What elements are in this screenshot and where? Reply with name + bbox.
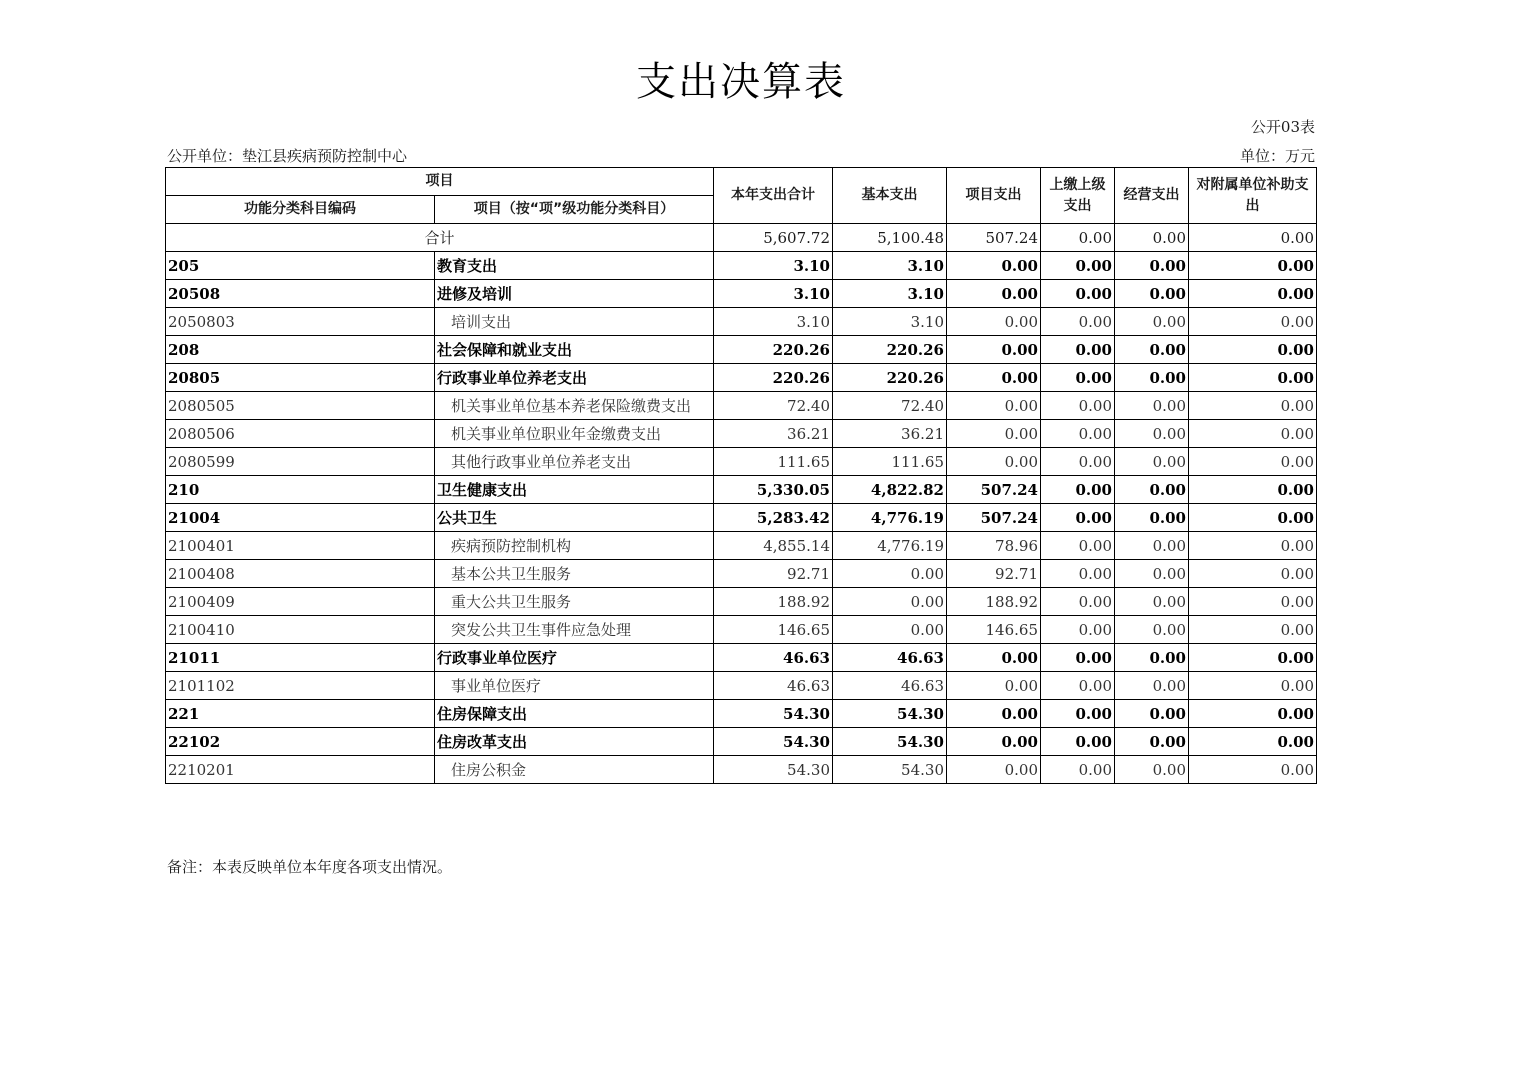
row-value: 54.30 bbox=[833, 700, 947, 728]
header-project: 项目支出 bbox=[947, 168, 1041, 224]
table-row bbox=[166, 420, 1317, 448]
row-value: 0.00 bbox=[1041, 532, 1115, 560]
row-value: 36.21 bbox=[714, 420, 833, 448]
row-value: 46.63 bbox=[714, 644, 833, 672]
row-value: 0.00 bbox=[1041, 644, 1115, 672]
header-item: 项目 bbox=[166, 168, 714, 196]
row-name: 住房保障支出 bbox=[435, 700, 714, 728]
row-value: 0.00 bbox=[947, 728, 1041, 756]
row-value: 146.65 bbox=[714, 616, 833, 644]
row-value: 0.00 bbox=[1189, 280, 1317, 308]
table-row bbox=[166, 308, 1317, 336]
row-value: 3.10 bbox=[833, 280, 947, 308]
total-value: 5,100.48 bbox=[833, 224, 947, 252]
row-value: 0.00 bbox=[1189, 728, 1317, 756]
table-row bbox=[166, 588, 1317, 616]
row-value: 0.00 bbox=[1041, 364, 1115, 392]
row-value: 0.00 bbox=[1115, 420, 1189, 448]
row-name: 疾病预防控制机构 bbox=[435, 532, 714, 560]
row-value: 0.00 bbox=[833, 588, 947, 616]
row-code: 2080599 bbox=[166, 448, 435, 476]
total-value: 0.00 bbox=[1041, 224, 1115, 252]
table-row bbox=[166, 280, 1317, 308]
row-value: 54.30 bbox=[714, 728, 833, 756]
row-value: 36.21 bbox=[833, 420, 947, 448]
form-number: 公开03表 bbox=[1250, 118, 1315, 136]
row-value: 0.00 bbox=[947, 448, 1041, 476]
row-value: 0.00 bbox=[1115, 728, 1189, 756]
row-value: 111.65 bbox=[833, 448, 947, 476]
row-value: 3.10 bbox=[714, 308, 833, 336]
row-code: 208 bbox=[166, 336, 435, 364]
header-business: 经营支出 bbox=[1115, 168, 1189, 224]
row-value: 4,776.19 bbox=[833, 532, 947, 560]
row-code: 2050803 bbox=[166, 308, 435, 336]
table-row bbox=[166, 700, 1317, 728]
row-value: 0.00 bbox=[1115, 532, 1189, 560]
table-row bbox=[166, 644, 1317, 672]
table-row bbox=[166, 336, 1317, 364]
table-row bbox=[166, 448, 1317, 476]
row-value: 0.00 bbox=[1189, 252, 1317, 280]
row-value: 0.00 bbox=[1115, 504, 1189, 532]
table-row bbox=[166, 728, 1317, 756]
row-value: 54.30 bbox=[833, 728, 947, 756]
row-value: 0.00 bbox=[947, 308, 1041, 336]
header-upper: 上缴上级支出 bbox=[1041, 168, 1115, 224]
row-value: 0.00 bbox=[1189, 644, 1317, 672]
table-row bbox=[166, 252, 1317, 280]
row-value: 0.00 bbox=[1189, 560, 1317, 588]
row-value: 78.96 bbox=[947, 532, 1041, 560]
row-value: 188.92 bbox=[947, 588, 1041, 616]
table-row bbox=[166, 532, 1317, 560]
row-value: 111.65 bbox=[714, 448, 833, 476]
total-value: 0.00 bbox=[1115, 224, 1189, 252]
header-subsidy: 对附属单位补助支出 bbox=[1189, 168, 1317, 224]
row-code: 221 bbox=[166, 700, 435, 728]
row-value: 92.71 bbox=[714, 560, 833, 588]
row-value: 146.65 bbox=[947, 616, 1041, 644]
row-name: 基本公共卫生服务 bbox=[435, 560, 714, 588]
row-name: 进修及培训 bbox=[435, 280, 714, 308]
row-value: 0.00 bbox=[1189, 672, 1317, 700]
row-value: 0.00 bbox=[1115, 672, 1189, 700]
row-value: 0.00 bbox=[1115, 476, 1189, 504]
row-value: 0.00 bbox=[1189, 616, 1317, 644]
row-name: 机关事业单位基本养老保险缴费支出 bbox=[435, 392, 714, 420]
row-name: 卫生健康支出 bbox=[435, 476, 714, 504]
row-code: 205 bbox=[166, 252, 435, 280]
row-value: 0.00 bbox=[1115, 756, 1189, 784]
unit-label: 单位：万元 bbox=[1239, 147, 1315, 165]
row-value: 0.00 bbox=[1041, 560, 1115, 588]
row-value: 0.00 bbox=[1041, 280, 1115, 308]
row-value: 0.00 bbox=[947, 280, 1041, 308]
row-code: 2080505 bbox=[166, 392, 435, 420]
row-value: 3.10 bbox=[833, 252, 947, 280]
row-name: 重大公共卫生服务 bbox=[435, 588, 714, 616]
table-row bbox=[166, 364, 1317, 392]
total-value: 0.00 bbox=[1189, 224, 1317, 252]
row-value: 0.00 bbox=[1189, 476, 1317, 504]
row-value: 0.00 bbox=[947, 644, 1041, 672]
row-name: 事业单位医疗 bbox=[435, 672, 714, 700]
row-name: 培训支出 bbox=[435, 308, 714, 336]
row-value: 0.00 bbox=[1115, 616, 1189, 644]
row-value: 220.26 bbox=[833, 364, 947, 392]
row-value: 46.63 bbox=[714, 672, 833, 700]
row-value: 0.00 bbox=[1189, 756, 1317, 784]
row-code: 20805 bbox=[166, 364, 435, 392]
row-value: 0.00 bbox=[947, 700, 1041, 728]
row-value: 0.00 bbox=[833, 560, 947, 588]
total-value: 507.24 bbox=[947, 224, 1041, 252]
row-value: 46.63 bbox=[833, 644, 947, 672]
row-value: 0.00 bbox=[833, 616, 947, 644]
row-value: 0.00 bbox=[1041, 588, 1115, 616]
row-value: 0.00 bbox=[1115, 560, 1189, 588]
row-value: 0.00 bbox=[1115, 700, 1189, 728]
row-value: 0.00 bbox=[947, 336, 1041, 364]
row-value: 0.00 bbox=[1115, 392, 1189, 420]
row-value: 0.00 bbox=[947, 420, 1041, 448]
row-code: 20508 bbox=[166, 280, 435, 308]
row-name: 突发公共卫生事件应急处理 bbox=[435, 616, 714, 644]
row-name: 教育支出 bbox=[435, 252, 714, 280]
row-value: 0.00 bbox=[1115, 448, 1189, 476]
total-label: 合计 bbox=[166, 224, 714, 252]
header-total: 本年支出合计 bbox=[714, 168, 833, 224]
page-title: 支出决算表 bbox=[636, 59, 846, 105]
row-value: 3.10 bbox=[833, 308, 947, 336]
row-code: 2080506 bbox=[166, 420, 435, 448]
row-value: 3.10 bbox=[714, 252, 833, 280]
row-value: 0.00 bbox=[1189, 700, 1317, 728]
row-value: 0.00 bbox=[1041, 336, 1115, 364]
row-value: 0.00 bbox=[1189, 392, 1317, 420]
row-value: 0.00 bbox=[1041, 616, 1115, 644]
row-value: 0.00 bbox=[1115, 308, 1189, 336]
row-value: 72.40 bbox=[833, 392, 947, 420]
row-value: 0.00 bbox=[1041, 672, 1115, 700]
row-value: 54.30 bbox=[714, 756, 833, 784]
row-value: 54.30 bbox=[833, 756, 947, 784]
row-value: 0.00 bbox=[1115, 252, 1189, 280]
row-name: 住房改革支出 bbox=[435, 728, 714, 756]
row-value: 0.00 bbox=[947, 364, 1041, 392]
row-code: 2100410 bbox=[166, 616, 435, 644]
table-row bbox=[166, 560, 1317, 588]
row-value: 507.24 bbox=[947, 504, 1041, 532]
row-code: 2100408 bbox=[166, 560, 435, 588]
header-basic: 基本支出 bbox=[833, 168, 947, 224]
row-value: 0.00 bbox=[1041, 476, 1115, 504]
row-value: 4,776.19 bbox=[833, 504, 947, 532]
row-name: 社会保障和就业支出 bbox=[435, 336, 714, 364]
org-label: 公开单位：垫江县疾病预防控制中心 bbox=[167, 147, 408, 165]
row-value: 0.00 bbox=[1041, 504, 1115, 532]
row-name: 行政事业单位养老支出 bbox=[435, 364, 714, 392]
row-code: 2100409 bbox=[166, 588, 435, 616]
row-name: 其他行政事业单位养老支出 bbox=[435, 448, 714, 476]
row-value: 0.00 bbox=[1189, 448, 1317, 476]
row-value: 0.00 bbox=[1189, 420, 1317, 448]
row-code: 21004 bbox=[166, 504, 435, 532]
row-value: 188.92 bbox=[714, 588, 833, 616]
row-value: 0.00 bbox=[1189, 364, 1317, 392]
row-code: 22102 bbox=[166, 728, 435, 756]
row-value: 3.10 bbox=[714, 280, 833, 308]
header-code: 功能分类科目编码 bbox=[166, 196, 435, 224]
row-value: 54.30 bbox=[714, 700, 833, 728]
row-value: 0.00 bbox=[947, 756, 1041, 784]
row-value: 4,822.82 bbox=[833, 476, 947, 504]
table-row bbox=[166, 476, 1317, 504]
row-value: 0.00 bbox=[1115, 364, 1189, 392]
row-value: 220.26 bbox=[833, 336, 947, 364]
row-value: 46.63 bbox=[833, 672, 947, 700]
header-name: 项目（按“项”级功能分类科目） bbox=[435, 196, 714, 224]
row-value: 5,330.05 bbox=[714, 476, 833, 504]
row-value: 0.00 bbox=[1041, 252, 1115, 280]
row-code: 2100401 bbox=[166, 532, 435, 560]
row-value: 0.00 bbox=[1189, 504, 1317, 532]
row-value: 92.71 bbox=[947, 560, 1041, 588]
row-value: 0.00 bbox=[1041, 756, 1115, 784]
table-row bbox=[166, 616, 1317, 644]
table-row bbox=[166, 756, 1317, 784]
row-code: 210 bbox=[166, 476, 435, 504]
row-value: 0.00 bbox=[947, 672, 1041, 700]
row-code: 21011 bbox=[166, 644, 435, 672]
total-value: 5,607.72 bbox=[714, 224, 833, 252]
row-value: 220.26 bbox=[714, 336, 833, 364]
row-value: 72.40 bbox=[714, 392, 833, 420]
row-value: 0.00 bbox=[1189, 532, 1317, 560]
row-value: 5,283.42 bbox=[714, 504, 833, 532]
row-value: 0.00 bbox=[1189, 308, 1317, 336]
row-value: 0.00 bbox=[1189, 336, 1317, 364]
footnote: 备注：本表反映单位本年度各项支出情况。 bbox=[167, 858, 453, 876]
row-value: 0.00 bbox=[1041, 700, 1115, 728]
row-name: 住房公积金 bbox=[435, 756, 714, 784]
row-value: 0.00 bbox=[947, 392, 1041, 420]
row-code: 2101102 bbox=[166, 672, 435, 700]
row-value: 0.00 bbox=[1189, 588, 1317, 616]
total-row bbox=[166, 224, 1317, 252]
row-value: 220.26 bbox=[714, 364, 833, 392]
row-value: 0.00 bbox=[1041, 308, 1115, 336]
row-value: 0.00 bbox=[1115, 588, 1189, 616]
table-row bbox=[166, 672, 1317, 700]
row-code: 2210201 bbox=[166, 756, 435, 784]
row-value: 4,855.14 bbox=[714, 532, 833, 560]
row-value: 0.00 bbox=[1115, 644, 1189, 672]
table-row bbox=[166, 504, 1317, 532]
row-value: 0.00 bbox=[1041, 392, 1115, 420]
row-name: 机关事业单位职业年金缴费支出 bbox=[435, 420, 714, 448]
row-value: 0.00 bbox=[947, 252, 1041, 280]
table-body bbox=[166, 224, 1317, 784]
row-name: 公共卫生 bbox=[435, 504, 714, 532]
row-value: 0.00 bbox=[1041, 448, 1115, 476]
row-value: 507.24 bbox=[947, 476, 1041, 504]
row-value: 0.00 bbox=[1041, 420, 1115, 448]
expenditure-table bbox=[165, 167, 1317, 784]
table-row bbox=[166, 392, 1317, 420]
row-name: 行政事业单位医疗 bbox=[435, 644, 714, 672]
row-value: 0.00 bbox=[1115, 336, 1189, 364]
row-value: 0.00 bbox=[1115, 280, 1189, 308]
row-value: 0.00 bbox=[1041, 728, 1115, 756]
